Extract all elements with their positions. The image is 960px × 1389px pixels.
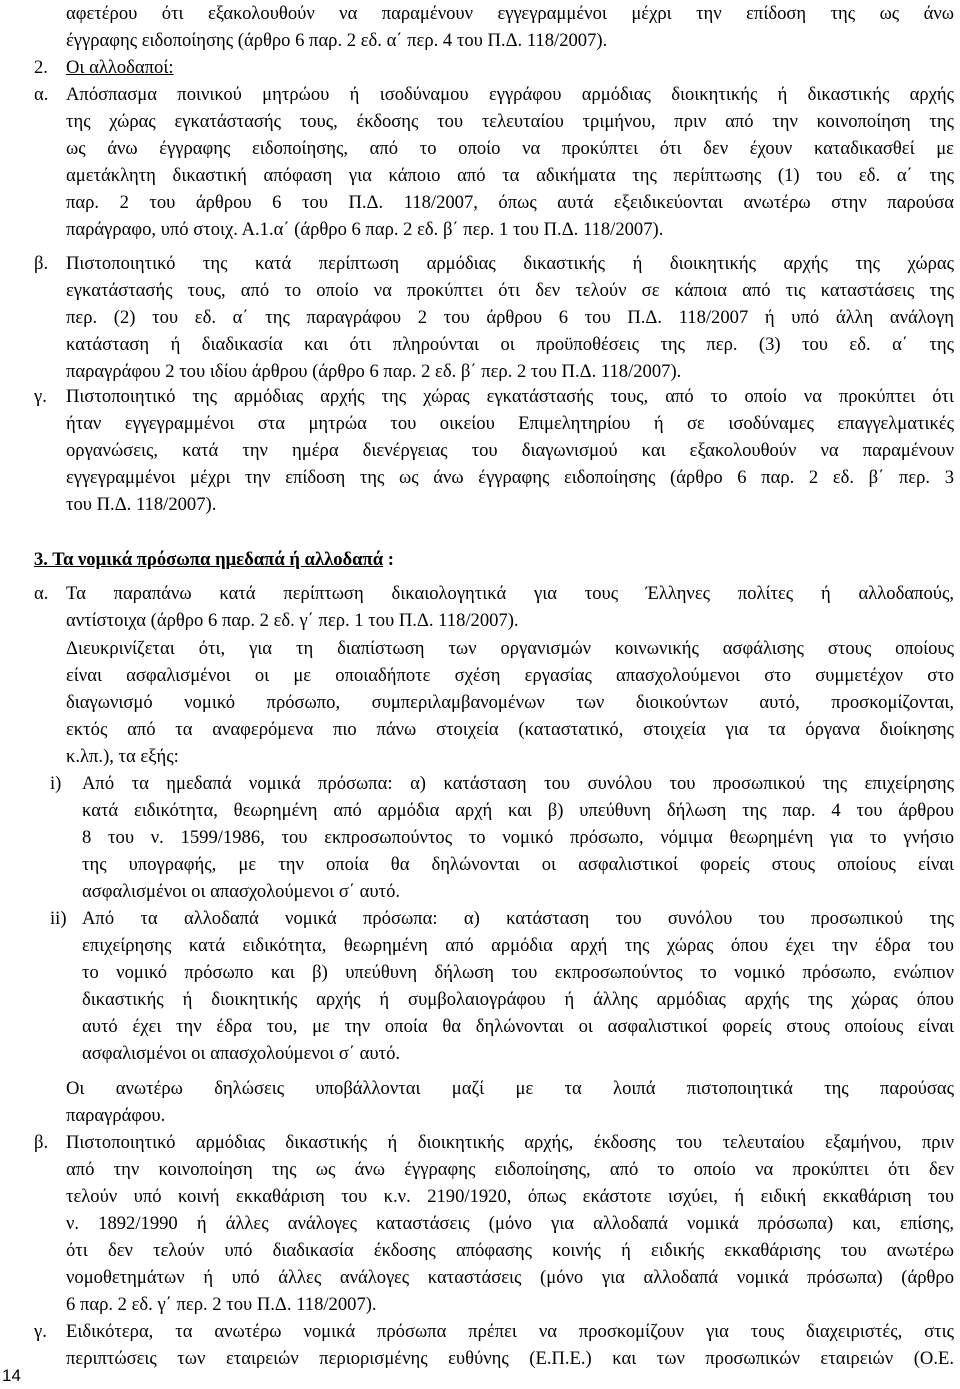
text-line: ήταν εγγεγραμμένοι στα μητρώα του οικείου Επιμελητηρίου ή σε ισοδύναμες επαγγελματικές	[66, 413, 954, 434]
text-line: έγγραφης ειδοποίησης (άρθρο 6 παρ. 2 εδ. α΄ περ. 4 του Π.Δ. 118/2007).	[66, 30, 608, 51]
item-label: α.	[34, 583, 49, 604]
text-line: αφετέρου ότι εξακολουθούν να παραμένουν εγγεγραμμένοι μέχρι την επίδοση της ως άνω	[66, 3, 954, 24]
text-line: οργανώσεις, κατά την ημέρα διενέργειας του διαγωνισμού και εξακολουθούν να παραμένουν	[66, 440, 954, 461]
text-line: της χώρας εγκατάστασής τους, έκδοσης του τελευταίου τριμήνου, πριν από την κοινοποίηση της	[66, 111, 954, 132]
sub-item-i	[82, 770, 954, 905]
sub-item-label: ii)	[50, 908, 67, 929]
section-3-item-c	[66, 1318, 954, 1372]
text-line: Από τα ημεδαπά νομικά πρόσωπα: α) κατάσταση του συνόλου του προσωπικού της επιχείρησης	[82, 773, 954, 794]
text-line: περ. (2) του εδ. α΄ της παραγράφου 2 του άρθρου 6 του Π.Δ. 118/2007 ή υπό άλλη ανάλογη	[66, 307, 954, 328]
text-line: από την κοινοποίηση της ως άνω έγγραφης ειδοποίησης, από το οποίο να προκύπτει ότι δεν	[66, 1159, 954, 1180]
section-2-item-c	[66, 383, 954, 518]
text-line: ως άνω έγγραφης ειδοποίησης, από το οποίο να προκύπτει ότι δεν έχουν καταδικασθεί με	[66, 138, 954, 159]
text-line: ν. 1892/1990 ή άλλες ανάλογες καταστάσεις (μόνο για αλλοδαπά νομικά πρόσωπα) και, επίσης,	[66, 1213, 954, 1234]
text-line: αντίστοιχα (άρθρο 6 παρ. 2 εδ. γ΄ περ. 1 του Π.Δ. 118/2007).	[66, 610, 519, 631]
section-3-heading	[34, 546, 394, 573]
text-line: παράγραφο, υπό στοιχ. Α.1.α΄ (άρθρο 6 παρ. 2 εδ. β΄ περ. 1 του Π.Δ. 118/2007).	[66, 219, 664, 240]
text-line: Πιστοποιητικό αρμόδιας δικαστικής ή διοικητικής αρχής, έκδοσης του τελευταίου εξαμήνου, πριν	[66, 1132, 954, 1153]
section-3-item-b	[66, 1129, 954, 1318]
text-line: επιχείρησης κατά ειδικότητα, θεωρημένη από αρμόδια αρχή της χώρας όπου έχει την έδρα του	[82, 935, 954, 956]
text-line: κατά ειδικότητα, θεωρημένη από αρμόδια αρχή και β) υπεύθυνη δήλωση της παρ. 4 του άρθρου	[82, 800, 954, 821]
clarification-paragraph	[66, 635, 954, 770]
item-label: γ.	[34, 386, 47, 407]
text-line: Από τα αλλοδαπά νομικά πρόσωπα: α) κατάσταση του συνόλου του προσωπικού της	[82, 908, 954, 929]
item-label: β.	[34, 1132, 49, 1153]
text-line: 6 παρ. 2 εδ. γ΄ περ. 2 του Π.Δ. 118/2007).	[66, 1294, 377, 1315]
text-line: Διευκρινίζεται ότι, για τη διαπίστωση των οργανισμών κοινωνικής ασφάλισης στους οποίους	[66, 638, 954, 659]
text-line: παραγράφου.	[66, 1105, 166, 1126]
section-3-heading-text: 3. Τα νομικά πρόσωπα ημεδαπά ή αλλοδαπά	[34, 549, 384, 570]
text-line: ασφαλισμένοι οι απασχολούμενοι σ΄ αυτό.	[82, 881, 401, 902]
section-3-item-a	[66, 580, 954, 634]
item-label: γ.	[34, 1321, 47, 1342]
intro-paragraph	[66, 0, 954, 54]
text-line: παραγράφου 2 του ιδίου άρθρου (άρθρο 6 παρ. 2 εδ. β΄ περ. 2 του Π.Δ. 118/2007).	[66, 361, 682, 382]
section-2-heading: Οι αλλοδαποί:	[66, 57, 174, 78]
text-line: αμετάκλητη δικαστική απόφαση για κάποιο από τα αδικήματα της περίπτωσης (1) του εδ. α΄ της	[66, 165, 954, 186]
text-line: Απόσπασμα ποινικού μητρώου ή ισοδύναμου εγγράφου αρμόδιας διοικητικής ή δικαστικής αρχής	[66, 84, 954, 105]
section-2-number: 2.	[34, 57, 48, 78]
text-line: Πιστοποιητικό της κατά περίπτωση αρμόδιας δικαστικής ή διοικητικής αρχής της χώρας	[66, 253, 954, 274]
text-line: κ.λπ.), τα εξής:	[66, 746, 179, 767]
text-line: εγγεγραμμένοι μέχρι την επίδοση της ως άνω έγγραφης ειδοποίησης (άρθρο 6 παρ. 2 εδ. β΄ περ. 3	[66, 467, 954, 488]
text-line: Τα παραπάνω κατά περίπτωση δικαιολογητικά για τους Έλληνες πολίτες ή αλλοδαπούς,	[66, 583, 954, 604]
item-label: α.	[34, 84, 49, 105]
text-line: παρ. 2 του άρθρου 6 του Π.Δ. 118/2007, όπως αυτά εξειδικεύονται ανωτέρω στην παρούσα	[66, 192, 954, 213]
text-line: Πιστοποιητικό της αρμόδιας αρχής της χώρας εγκατάστασής τους, από το οποίο να προκύπτει ότι	[66, 386, 954, 407]
sub-item-label: i)	[50, 773, 62, 794]
text-line: της υπογραφής, με την οποία θα δηλώνονται οι ασφαλιστικοί φορείς στους οποίους είναι	[82, 854, 954, 875]
text-line: εκτός από τα αναφερόμενα πιο πάνω στοιχεία (καταστατικό, στοιχεία για τα όργανα διοίκησης	[66, 719, 954, 740]
text-line: κατάσταση ή διαδικασία και ότι πληρούνται οι προϋποθέσεις της περ. (3) του εδ. α΄ της	[66, 334, 954, 355]
text-line: 8 του ν. 1599/1986, του εκπροσωπούντος το νομικό πρόσωπο, νόμιμα θεωρημένη για το γνήσιο	[82, 827, 954, 848]
section-3-heading-suffix: :	[383, 549, 394, 570]
item-label: β.	[34, 253, 49, 274]
text-line: ότι δεν τελούν υπό διαδικασία έκδοσης απόφασης κοινής ή ειδικής εκκαθάρισης του ανωτέρω	[66, 1240, 954, 1261]
text-line: τελούν υπό κοινή εκκαθάριση του κ.ν. 2190/1920, όπως εκάστοτε ισχύει, ή ειδική εκκαθάριση του	[66, 1186, 954, 1207]
section-2-item-a	[66, 81, 954, 243]
closing-paragraph	[66, 1075, 954, 1129]
text-line: είναι ασφαλισμένοι οι με οποιαδήποτε σχέση εργασίας απασχολούμενοι στο συμμετέχον στο	[66, 665, 954, 686]
text-line: του Π.Δ. 118/2007).	[66, 494, 217, 515]
sub-item-ii	[82, 905, 954, 1067]
page-number: 14	[2, 1366, 21, 1385]
text-line: διαγωνισμό νομικό πρόσωπο, συμπεριλαμβανομένων των διοικούντων αυτό, προσκομίζονται,	[66, 692, 954, 713]
text-line: ασφαλισμένοι οι απασχολούμενοι σ΄ αυτό.	[82, 1043, 401, 1064]
text-line: Οι ανωτέρω δηλώσεις υποβάλλονται μαζί με τα λοιπά πιστοποιητικά της παρούσας	[66, 1078, 954, 1099]
text-line: Ειδικότερα, τα ανωτέρω νομικά πρόσωπα πρέπει να προσκομίζουν για τους διαχειριστές, στις	[66, 1321, 954, 1342]
text-line: νομοθετημάτων ή υπό άλλες ανάλογες καταστάσεις (μόνο για αλλοδαπά νομικά πρόσωπα) (άρθρο	[66, 1267, 954, 1288]
text-line: δικαστικής ή διοικητικής αρχής ή συμβολαιογράφου ή άλλης αρμόδιας αρχής της χώρας όπου	[82, 989, 954, 1010]
text-line: περιπτώσεις των εταιρειών περιορισμένης ευθύνης (Ε.Π.Ε.) και των προσωπικών εταιρειών (Ο.Ε.	[66, 1348, 954, 1369]
text-line: αυτό έχει την έδρα του, με την οποία θα δηλώνονται οι ασφαλιστικοί φορείς στους οποίους είναι	[82, 1016, 954, 1037]
section-2-item-b	[66, 250, 954, 385]
text-line: εγκατάστασής τους, από το οποίο να προκύπτει ότι δεν τελούν σε κάποια από τις καταστάσεις της	[66, 280, 954, 301]
text-line: το νομικό πρόσωπο και β) υπεύθυνη δήλωση του εκπροσωπούντος το νομικό πρόσωπο, ενώπιον	[82, 962, 954, 983]
